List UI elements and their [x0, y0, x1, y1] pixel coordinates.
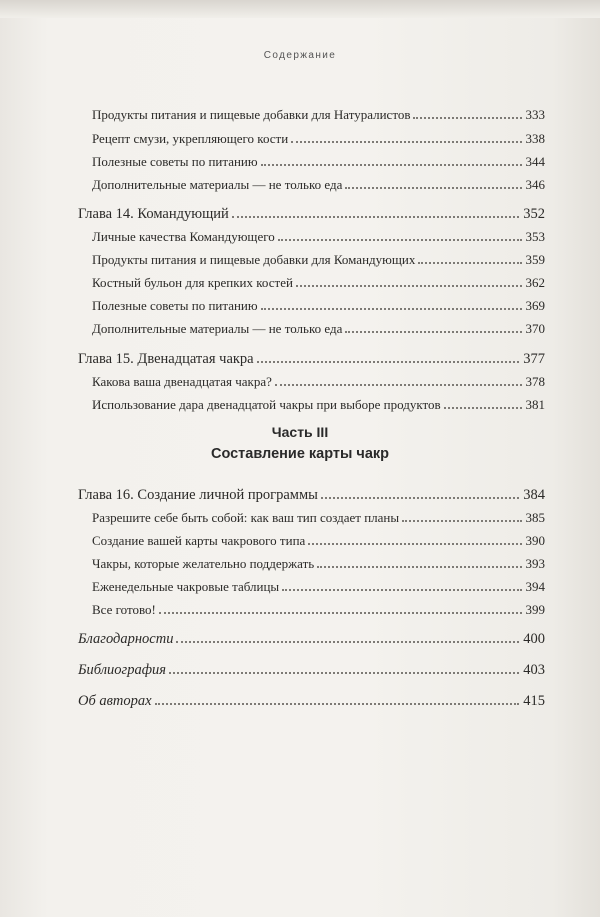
leader-dots — [278, 239, 522, 241]
leader-dots — [291, 141, 521, 143]
toc-entry-title: Дополнительные материалы — не только еда — [92, 177, 343, 192]
toc-entry-title: Продукты питания и пищевые добавки для Командующих — [92, 252, 416, 267]
leader-dots — [176, 641, 519, 643]
toc-backmatter-page: 400 — [523, 631, 545, 647]
toc-entry-title: Рецепт смузи, укрепляющего кости — [92, 131, 289, 146]
leader-dots — [317, 566, 521, 568]
toc-entry-page: 338 — [525, 131, 545, 146]
toc-backmatter-title: Благодарности — [78, 631, 174, 647]
leader-dots — [444, 407, 522, 409]
toc-entry-page: 333 — [525, 107, 545, 122]
toc-entry-page: 399 — [525, 602, 545, 617]
toc-entry[interactable] — [0, 177, 600, 197]
toc-entry-title: Продукты питания и пищевые добавки для Натуралистов — [92, 107, 411, 122]
leader-dots — [155, 703, 520, 705]
toc-entry-title: Полезные советы по питанию — [92, 154, 258, 169]
leader-dots — [261, 308, 522, 310]
toc-entry[interactable] — [0, 579, 600, 599]
leader-dots — [296, 285, 522, 287]
toc-entry-page: 390 — [525, 533, 545, 548]
leader-dots — [159, 612, 522, 614]
toc-entry-title: Еженедельные чакровые таблицы — [92, 579, 280, 594]
toc-backmatter-title: Об авторах — [78, 693, 152, 709]
toc-entry-title: Все готово! — [92, 602, 156, 617]
page-edge-shadow — [0, 0, 600, 18]
leader-dots — [402, 520, 521, 522]
toc-entry-page: 385 — [525, 510, 545, 525]
toc-entry-page: 393 — [525, 556, 545, 571]
toc-chapter-title: Глава 15. Двенадцатая чакра — [78, 351, 254, 367]
toc-entry-page: 378 — [525, 374, 545, 389]
leader-dots — [321, 497, 519, 499]
toc-backmatter-page: 415 — [523, 693, 545, 709]
toc-entry[interactable] — [0, 298, 600, 318]
leader-dots — [308, 543, 521, 545]
toc-entry[interactable] — [0, 533, 600, 553]
leader-dots — [418, 262, 521, 264]
toc-entry-page: 369 — [525, 298, 545, 313]
leader-dots — [282, 589, 521, 591]
toc-backmatter-page: 403 — [523, 662, 545, 678]
leader-dots — [257, 361, 520, 363]
toc-chapter[interactable] — [0, 206, 600, 226]
toc-backmatter[interactable] — [0, 631, 600, 651]
toc-entry-title: Личные качества Командующего — [92, 229, 275, 244]
leader-dots — [345, 331, 521, 333]
toc-chapter-title: Глава 14. Командующий — [78, 206, 229, 222]
toc-entry-title: Дополнительные материалы — не только еда — [92, 321, 343, 336]
toc-entry-title: Чакры, которые желательно поддержать — [92, 556, 315, 571]
part-title: Составление карты чакр — [210, 446, 390, 462]
toc-entry-page: 362 — [525, 275, 545, 290]
toc-entry-page: 344 — [525, 154, 545, 169]
toc-entry-title: Использование дара двенадцатой чакры при выборе продуктов — [92, 397, 441, 412]
toc-entry-title: Костный бульон для крепких костей — [92, 275, 293, 290]
toc-entry[interactable] — [0, 275, 600, 295]
toc-backmatter-title: Библиография — [78, 662, 166, 678]
leader-dots — [261, 164, 522, 166]
toc-entry-page: 346 — [525, 177, 545, 192]
toc-chapter-page: 352 — [523, 206, 545, 222]
toc-chapter-title: Глава 16. Создание личной программы — [78, 487, 318, 503]
toc-entry[interactable] — [0, 510, 600, 530]
toc-entry-page: 394 — [525, 579, 545, 594]
toc-chapter[interactable] — [0, 351, 600, 371]
toc-entry[interactable] — [0, 154, 600, 174]
leader-dots — [345, 187, 521, 189]
toc-entry[interactable] — [0, 602, 600, 622]
toc-entry[interactable] — [0, 229, 600, 249]
part-label: Часть III — [271, 424, 329, 440]
toc-chapter-page: 377 — [523, 351, 545, 367]
toc-entry-page: 381 — [525, 397, 545, 412]
toc-chapter-page: 384 — [523, 487, 545, 503]
toc-entry-title: Создание вашей карты чакрового типа — [92, 533, 306, 548]
toc-entry[interactable] — [0, 397, 600, 417]
toc-entry-title: Полезные советы по питанию — [92, 298, 258, 313]
leader-dots — [413, 117, 521, 119]
toc-backmatter[interactable] — [0, 662, 600, 682]
toc-chapter[interactable] — [0, 487, 600, 507]
toc-entry-title: Какова ваша двенадцатая чакра? — [92, 374, 272, 389]
toc-entry[interactable] — [0, 321, 600, 341]
toc-entry[interactable] — [0, 107, 600, 127]
toc-backmatter[interactable] — [0, 693, 600, 713]
toc-entry-page: 359 — [525, 252, 545, 267]
toc-entry[interactable] — [0, 556, 600, 576]
toc-entry[interactable] — [0, 252, 600, 272]
toc-entry-page: 353 — [525, 229, 545, 244]
leader-dots — [169, 672, 519, 674]
toc-entry[interactable] — [0, 374, 600, 394]
running-head: Содержание — [263, 50, 337, 61]
leader-dots — [275, 384, 522, 386]
leader-dots — [232, 216, 519, 218]
toc-entry-page: 370 — [525, 321, 545, 336]
toc-entry[interactable] — [0, 131, 600, 151]
toc-entry-title: Разрешите себе быть собой: как ваш тип создает планы — [92, 510, 400, 525]
